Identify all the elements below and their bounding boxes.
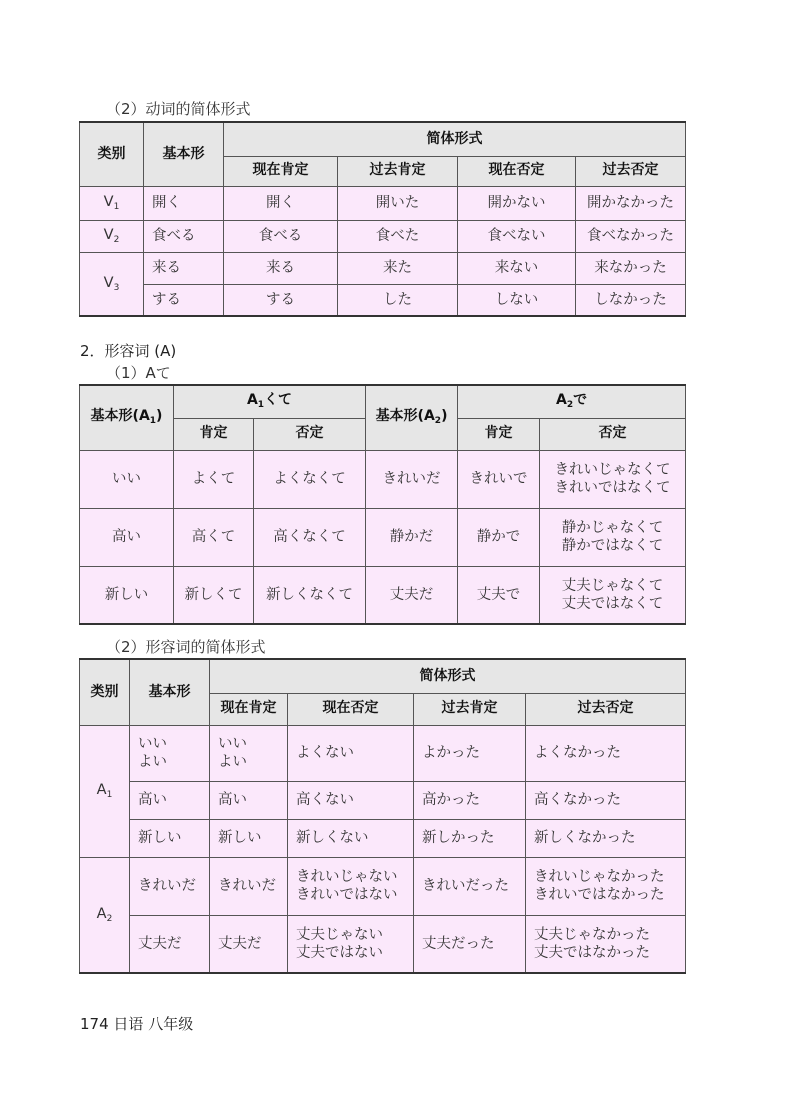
a2-basic-cell: 静かだ [366, 508, 458, 566]
basic-form-cell: 来る [144, 252, 224, 284]
form-cell: きれいだ [210, 857, 288, 915]
table-row [80, 819, 686, 857]
form-cell: よくなかった [526, 725, 686, 781]
header-basic-a1: 基本形$(A_1)$ [80, 385, 174, 450]
header-present-negative: 现在否定 [458, 156, 576, 186]
form-cell: 開かなかった [576, 186, 686, 220]
form-cell: 高い [210, 781, 288, 819]
adjective-forms-table [79, 658, 686, 974]
header-basic-form: 基本形 [144, 122, 224, 186]
page-number: 174 [80, 1015, 109, 1033]
form-cell: 開いた [338, 186, 458, 220]
basic-form-cell: 食べる [144, 220, 224, 252]
basic-form-cell: 丈夫だ [130, 915, 210, 973]
basic-form-cell: する [144, 284, 224, 316]
category-a2: $A_2$ [80, 857, 130, 973]
header-past-affirmative: 过去肯定 [414, 693, 526, 725]
header-basic-a2: 基本形$(A_2)$ [366, 385, 458, 450]
form-cell: 来ない [458, 252, 576, 284]
a2-affirmative-cell: きれいで [458, 450, 540, 508]
a1-negative-cell: よくなくて [254, 450, 366, 508]
adjective-te-table [79, 384, 686, 625]
header-present-affirmative: 现在肯定 [224, 156, 338, 186]
form-cell: 食べる [224, 220, 338, 252]
header-past-negative: 过去否定 [526, 693, 686, 725]
form-cell: よくない [288, 725, 414, 781]
form-cell: しない [458, 284, 576, 316]
header-present-affirmative: 现在肯定 [210, 693, 288, 725]
a1-affirmative-cell: 高くて [174, 508, 254, 566]
form-cell: 丈夫じゃない 丈夫ではない [288, 915, 414, 973]
a2-basic-cell: 丈夫だ [366, 566, 458, 624]
form-cell: きれいじゃなかった きれいではなかった [526, 857, 686, 915]
form-cell: よかった [414, 725, 526, 781]
form-cell: 高くない [288, 781, 414, 819]
header-simple-forms: 简体形式 [224, 122, 686, 156]
table-row [80, 284, 686, 316]
form-cell: した [338, 284, 458, 316]
a1-affirmative-cell: 新しくて [174, 566, 254, 624]
category-v3: $V_3$ [80, 252, 144, 316]
a2-affirmative-cell: 丈夫で [458, 566, 540, 624]
section-heading-adjectives: 2．形容词 (A) [80, 342, 177, 360]
table-row [80, 450, 686, 508]
header-affirmative: 肯定 [458, 418, 540, 450]
form-cell: 開く [224, 186, 338, 220]
header-negative: 否定 [254, 418, 366, 450]
form-cell: 食べた [338, 220, 458, 252]
form-cell: しなかった [576, 284, 686, 316]
form-cell: 新しい [210, 819, 288, 857]
table-row [80, 220, 686, 252]
a1-negative-cell: 新しくなくて [254, 566, 366, 624]
a1-negative-cell: 高くなくて [254, 508, 366, 566]
section-caption-a-te: （1）Aて [106, 364, 171, 382]
a1-basic-cell: 高い [80, 508, 174, 566]
basic-form-cell: 開く [144, 186, 224, 220]
header-past-negative: 过去否定 [576, 156, 686, 186]
a2-negative-cell: 丈夫じゃなくて 丈夫ではなくて [540, 566, 686, 624]
form-cell: 開かない [458, 186, 576, 220]
table-row [80, 857, 686, 915]
header-basic-form: 基本形 [130, 659, 210, 725]
table-row [80, 508, 686, 566]
header-a2-de: $A_2$で [458, 385, 686, 418]
verb-forms-table [79, 121, 686, 317]
form-cell: 丈夫じゃなかった 丈夫ではなかった [526, 915, 686, 973]
form-cell: きれいじゃない きれいではない [288, 857, 414, 915]
a1-affirmative-cell: よくて [174, 450, 254, 508]
form-cell: 丈夫だ [210, 915, 288, 973]
table-row [80, 566, 686, 624]
table-row [80, 725, 686, 781]
header-affirmative: 肯定 [174, 418, 254, 450]
header-category: 类别 [80, 659, 130, 725]
basic-form-cell: 新しい [130, 819, 210, 857]
basic-form-cell: いい よい [130, 725, 210, 781]
a2-basic-cell: きれいだ [366, 450, 458, 508]
form-cell: 食べない [458, 220, 576, 252]
header-simple-forms: 简体形式 [210, 659, 686, 693]
section-caption-adjective-simple: （2）形容词的简体形式 [106, 638, 266, 656]
form-cell: する [224, 284, 338, 316]
page-footer [80, 1013, 193, 1034]
form-cell: きれいだった [414, 857, 526, 915]
form-cell: 丈夫だった [414, 915, 526, 973]
header-category: 类别 [80, 122, 144, 186]
form-cell: 来なかった [576, 252, 686, 284]
basic-form-cell: 高い [130, 781, 210, 819]
category-v2: $V_2$ [80, 220, 144, 252]
category-v1: $V_1$ [80, 186, 144, 220]
header-past-affirmative: 过去肯定 [338, 156, 458, 186]
a1-basic-cell: 新しい [80, 566, 174, 624]
form-cell: 新しくなかった [526, 819, 686, 857]
form-cell: 新しかった [414, 819, 526, 857]
a2-negative-cell: 静かじゃなくて 静かではなくて [540, 508, 686, 566]
header-negative: 否定 [540, 418, 686, 450]
table-row [80, 915, 686, 973]
section-caption-verbs: （2）动词的简体形式 [106, 100, 251, 118]
table-row [80, 186, 686, 220]
form-cell: 来た [338, 252, 458, 284]
category-a1: $A_1$ [80, 725, 130, 857]
form-cell: いい よい [210, 725, 288, 781]
form-cell: 高くなかった [526, 781, 686, 819]
a1-basic-cell: いい [80, 450, 174, 508]
form-cell: 高かった [414, 781, 526, 819]
header-present-negative: 现在否定 [288, 693, 414, 725]
table-row [80, 781, 686, 819]
table-row [80, 252, 686, 284]
book-title: 日语 八年级 [113, 1015, 194, 1033]
a2-negative-cell: きれいじゃなくて きれいではなくて [540, 450, 686, 508]
form-cell: 来る [224, 252, 338, 284]
header-a1-te: $A_1$くて [174, 385, 366, 418]
form-cell: 新しくない [288, 819, 414, 857]
a2-affirmative-cell: 静かで [458, 508, 540, 566]
basic-form-cell: きれいだ [130, 857, 210, 915]
form-cell: 食べなかった [576, 220, 686, 252]
